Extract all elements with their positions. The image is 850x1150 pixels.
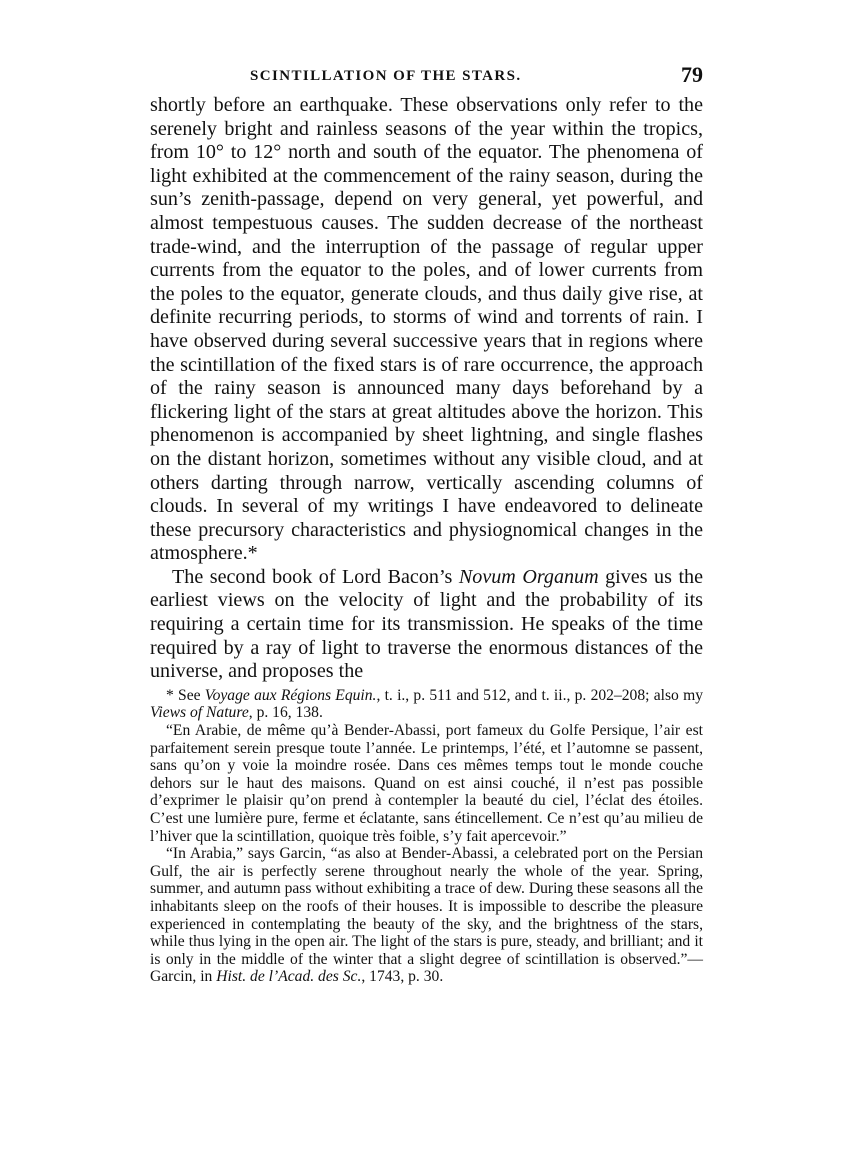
footnote-1-b: Voyage aux Régions Equin. [204, 686, 377, 704]
footnote-english-quote [150, 845, 703, 986]
running-head: SCINTILLATION OF THE STARS. [250, 68, 522, 84]
book-page [150, 60, 703, 986]
footnote-1-c: , t. i., p. 511 and 512, and t. ii., p. 202–208; also my [376, 686, 704, 704]
footnote-3-b: Hist. de l’Acad. des Sc. [216, 968, 362, 986]
footnotes [150, 687, 703, 986]
main-text [150, 94, 703, 684]
footnote-1-a: * See [166, 686, 205, 704]
page-number: 79 [681, 62, 703, 87]
footnote-french-quote: “En Arabie, de même qu’à Bender-Abassi, port fameux du Golfe Persique, l’air est parfaitement serein presque toute l’année. Le printemps, l’été, et l’automne se passent, sans qu’on y voie la moindre rosée. Dans ces mêmes temps tout le monde couche dehors sur le haut des maisons. Quand on est ainsi couché, il n’est pas possible d’exprimer le plaisir qu’on prend à contempler la beauté du ciel, l’éclat des étoiles. C’est une lumière pure, ferme et éclatante, sans étincellement. Ce n’est qu’au milieu de l’hiver que la scintillation, quoique très foible, s’y fait apercevoir.” [150, 722, 703, 845]
footnote-1 [150, 687, 703, 722]
page-header [150, 60, 703, 94]
paragraph-2-text-a: The second book of Lord Bacon’s [172, 565, 459, 588]
footnote-3-c: , 1743, p. 30. [361, 968, 444, 986]
paragraph-1: shortly before an earthquake. These observations only refer to the serenely bright and rainless seasons of the year within the tropics, from 10° to 12° north and south of the equator. The phenomena of light exhibited at the commencement of the rainy season, during the sun’s zenith-passage, depend on very general, yet powerful, and almost tempestuous causes. The sudden decrease of the northeast trade-wind, and the interruption of the passage of regular upper currents from the equator to the poles, and of lower currents from the poles to the equator, generate clouds, and thus daily give rise, at definite recurring periods, to storms of wind and torrents of rain. I have observed during several successive years that in regions where the scintillation of the fixed stars is of rare occurrence, the approach of the rainy season is announced many days beforehand by a flickering light of the stars at great altitudes above the horizon. This phenomenon is accompanied by sheet lightning, and single flashes on the distant horizon, sometimes without any visible cloud, and at others darting through narrow, vertically ascending columns of clouds. In several of my writings I have endeavored to delineate these precursory characteristics and physiognomical changes in the atmosphere.* [150, 94, 703, 565]
paragraph-2 [150, 566, 703, 684]
novum-organum-title: Novum Organum [458, 565, 599, 588]
paragraph-2-text-b: gives us the earliest views on the velocity of light and the probability of its requiring a certain time for its transmission. He speaks of the time required by a ray of light to traverse the enormous distances of the universe, and proposes the [150, 565, 703, 683]
footnote-1-e: , p. 16, 138. [248, 704, 323, 722]
footnote-3-a: “In Arabia,” says Garcin, “as also at Bender-Abassi, a celebrated port on the Persian Gulf, the air is perfectly serene throughout nearly the whole of the year. Spring, summer, and autumn pass without exhibiting a trace of dew. During these seasons all the inhabitants sleep on the roofs of their houses. It is impossible to describe the pleasure experienced in contemplating the beauty of the sky, and the brightness of the stars, while thus lying in the open air. The light of the stars is pure, steady, and brilliant; and it is only in the middle of the winter that a slight degree of scintillation is observed.”—Garcin, in [150, 845, 703, 986]
footnote-1-d: Views of Nature [150, 704, 249, 722]
